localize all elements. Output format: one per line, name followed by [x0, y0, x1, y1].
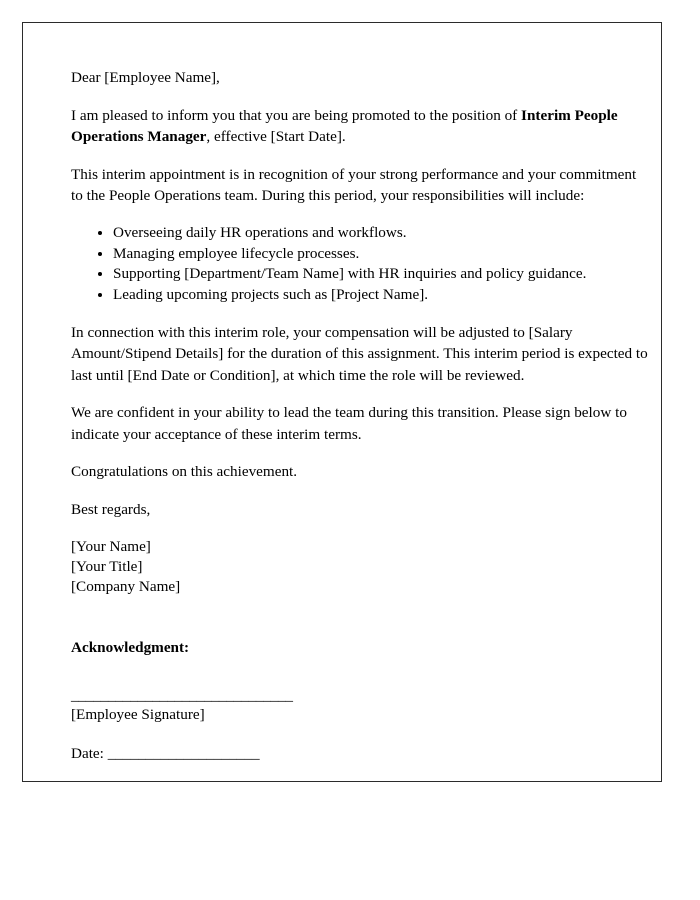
acknowledgment-section — [71, 637, 649, 765]
salutation: Dear [Employee Name], — [71, 69, 220, 86]
list-item: • Managing employee lifecycle processes. — [113, 244, 649, 265]
promotion-text-after: , effective [Start Date]. — [206, 128, 346, 146]
date-rule[interactable]: ____________________ — [107, 745, 260, 763]
promoted-position-title: Interim People Operations Manager — [71, 106, 618, 146]
promotion-text-before: I am pleased to inform you that you are being promoted to the position of — [71, 106, 522, 124]
document-border-frame — [22, 22, 662, 782]
list-item: • Leading upcoming projects such as [Project Name]. — [113, 285, 649, 306]
list-item: • Overseeing daily HR operations and workflows. — [113, 223, 649, 244]
signature-rule[interactable]: ______________________________ — [71, 687, 293, 705]
paragraph-promotion — [71, 105, 649, 148]
paragraph-recognition: This interim appointment is in recognition of your strong performance and your commitment to the People Operations team. During this period, your responsibilities will include: — [71, 165, 637, 205]
sender-name: [Your Name] — [71, 537, 151, 555]
signature-caption: [Employee Signature] — [71, 705, 205, 723]
date-row — [71, 743, 649, 765]
sender-company: [Company Name] — [71, 577, 181, 595]
acknowledgment-heading: Acknowledgment: — [71, 638, 190, 656]
paragraph-confidence: We are confident in your ability to lead the team during this transition. Please sign below to indicate your acceptance of these interim terms. — [71, 404, 627, 443]
letter-body — [71, 67, 649, 765]
list-item: • Supporting [Department/Team Name] with HR inquiries and policy guidance. — [113, 264, 649, 285]
closing-salutation: Best regards, — [71, 501, 151, 519]
paragraph-congratulations: Congratulations on this achievement. — [71, 463, 298, 481]
sender-title: [Your Title] — [71, 557, 143, 575]
paragraph-compensation: In connection with this interim role, your compensation will be adjusted to [Salary Amount/Stipend Details] for the duration of this assignment. This interim period is expected to last until [End Date or Condition], at which time the role will be reviewed. — [71, 323, 648, 384]
date-label: Date: — [71, 745, 108, 763]
responsibilities-list — [71, 223, 649, 306]
signoff-block — [71, 537, 649, 597]
